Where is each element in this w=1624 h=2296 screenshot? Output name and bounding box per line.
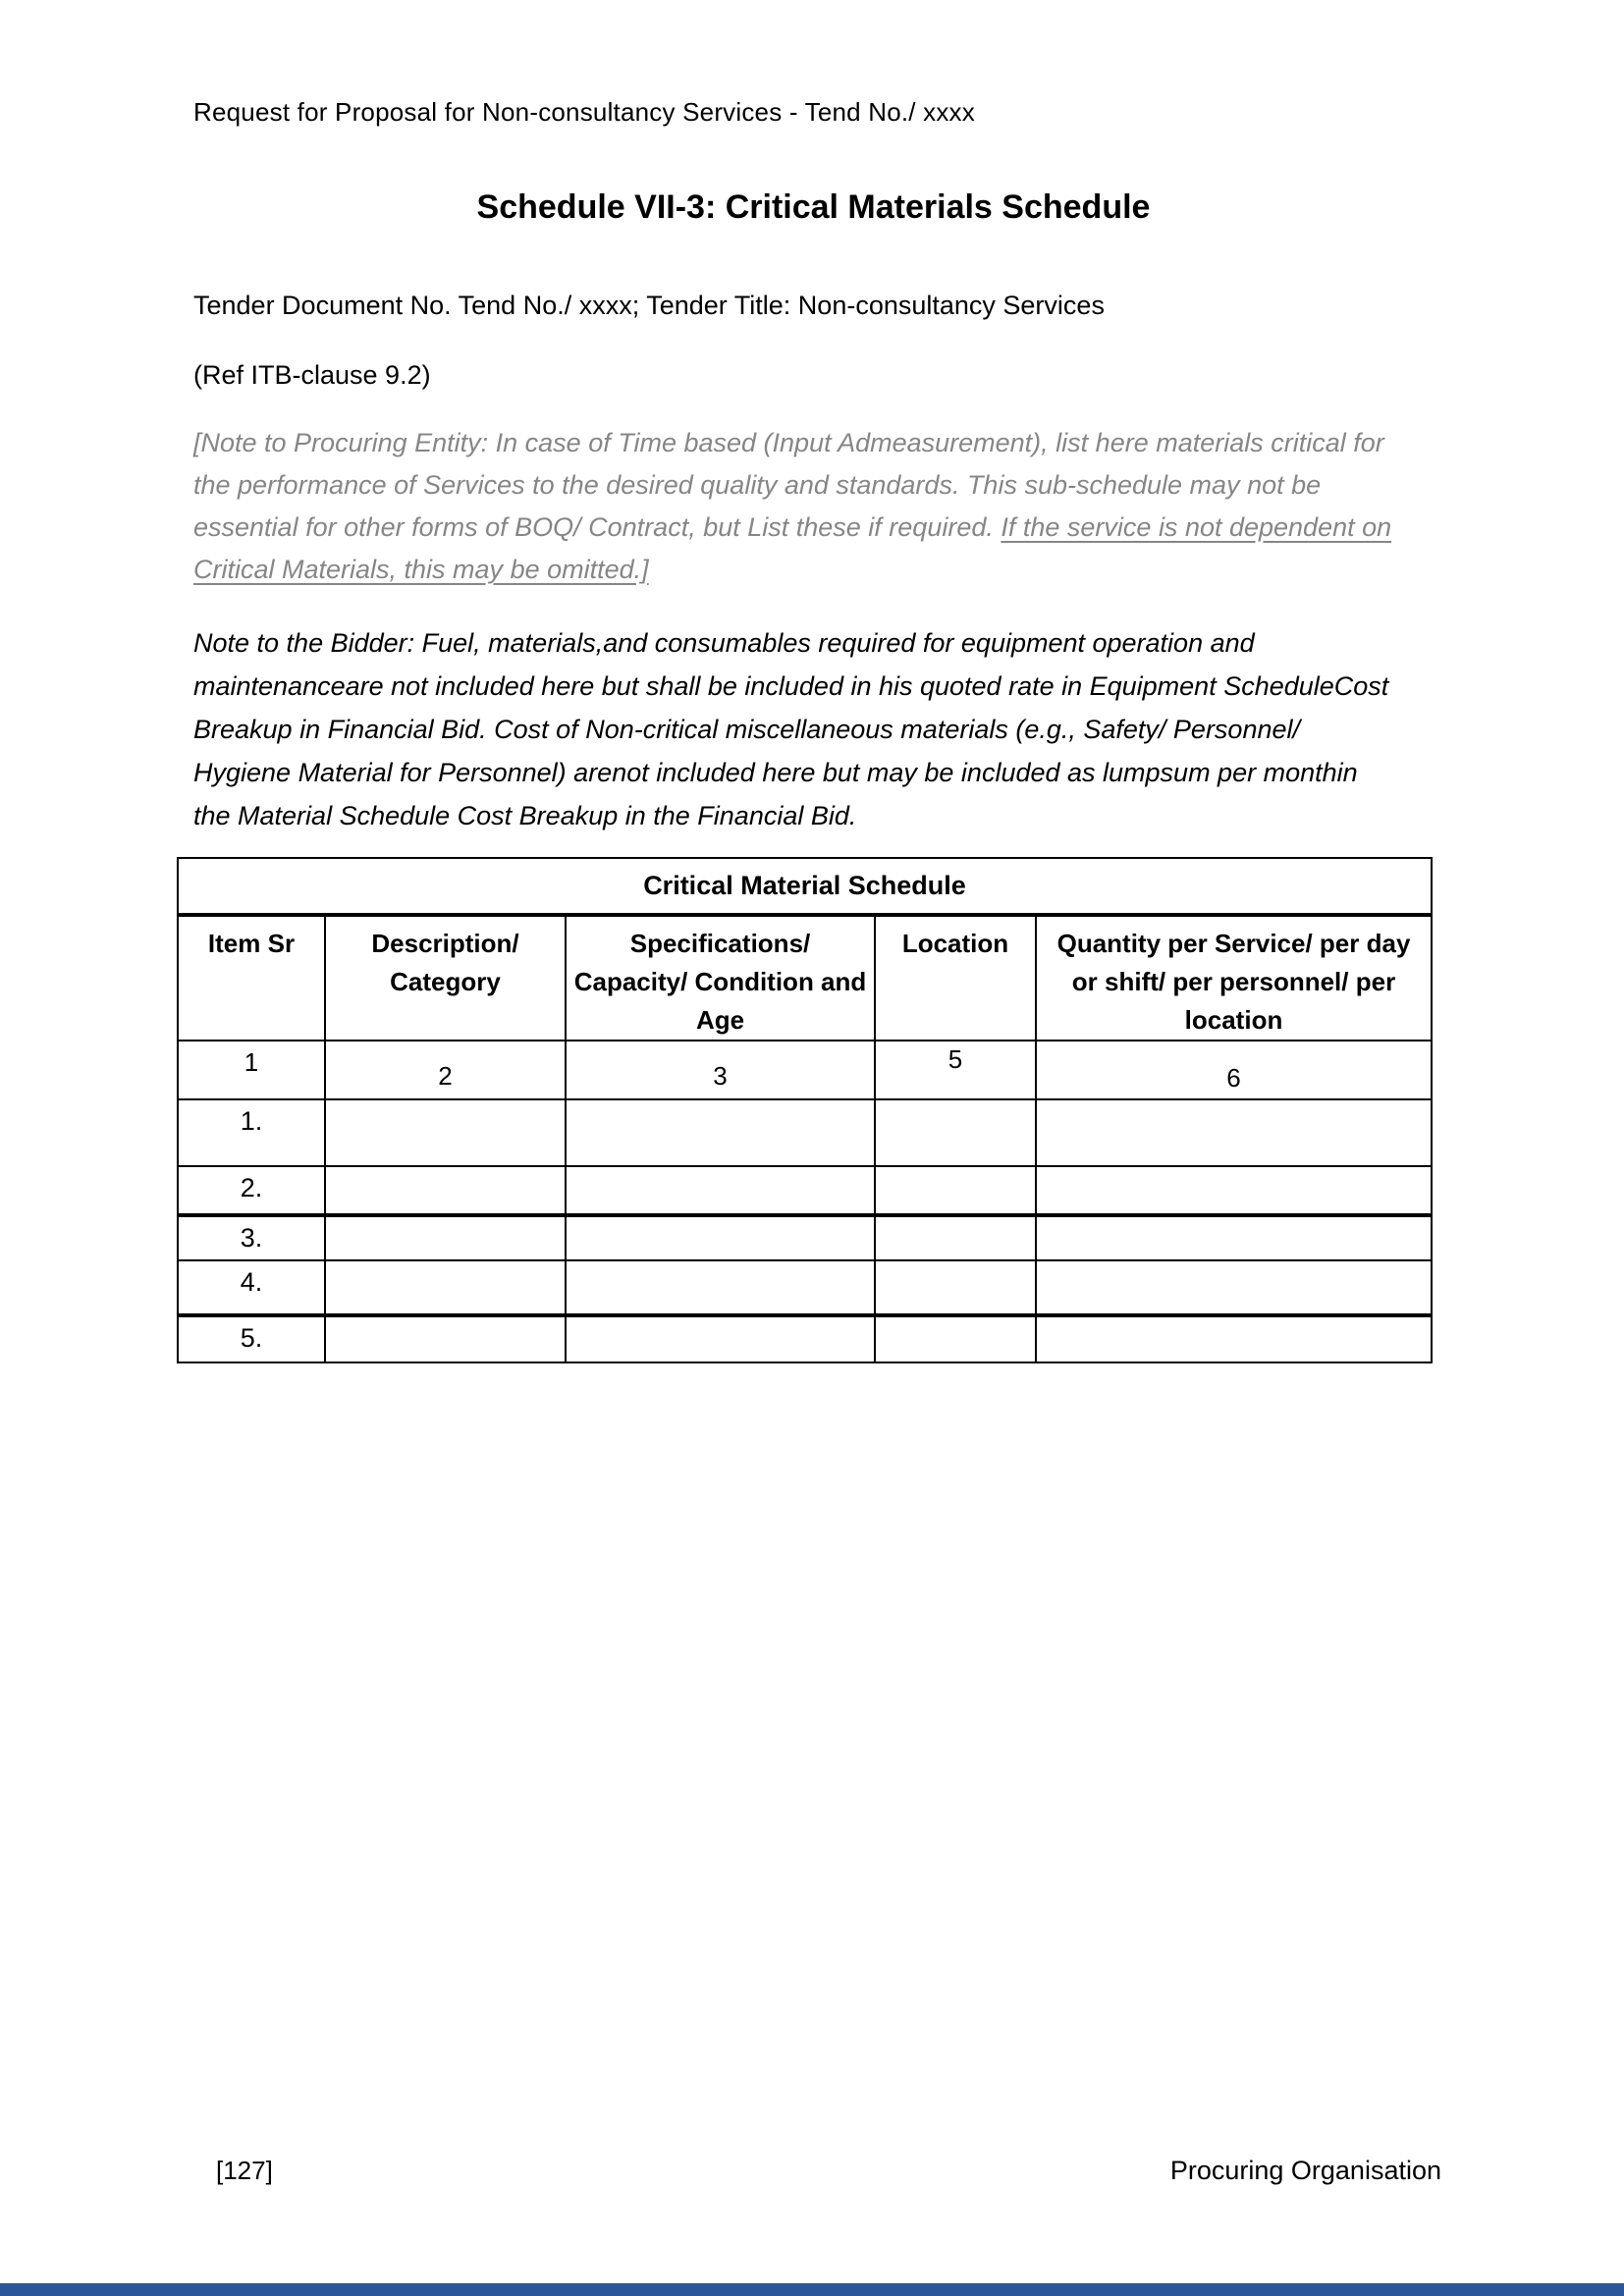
column-header-specifications: Specifications/ Capacity/ Condition and Age <box>566 915 875 1041</box>
column-number-1: 1 <box>178 1041 325 1099</box>
row-quantity-cell <box>1036 1215 1432 1260</box>
note-bidder-line-4: Hygiene Material for Personnel) arenot included here but may be included as lumpsum per monthin <box>193 758 1358 787</box>
note-procuring-line-4-underlined: Critical Materials, this may be omitted.] <box>193 555 649 584</box>
row-specifications-cell <box>566 1260 875 1315</box>
row-location-cell <box>875 1260 1036 1315</box>
column-number-row <box>178 1041 1432 1099</box>
row-location-cell <box>875 1215 1036 1260</box>
table-row <box>178 1166 1432 1215</box>
row-description-cell <box>325 1166 566 1215</box>
row-location-cell <box>875 1315 1036 1362</box>
row-quantity-cell <box>1036 1260 1432 1315</box>
row-sr-cell: 5. <box>178 1315 325 1362</box>
note-procuring-line-2: the performance of Services to the desired quality and standards. This sub-schedule may not be <box>193 470 1322 500</box>
page-title: Schedule VII-3: Critical Materials Schedule <box>476 188 1151 226</box>
critical-material-schedule-table <box>177 857 1433 1363</box>
table-title: Critical Material Schedule <box>178 858 1432 915</box>
bottom-edge-bar <box>0 2283 1624 2296</box>
row-description-cell <box>325 1260 566 1315</box>
row-sr-cell: 1. <box>178 1099 325 1166</box>
row-specifications-cell <box>566 1315 875 1362</box>
row-location-cell <box>875 1099 1036 1166</box>
running-header: Request for Proposal for Non-consultancy Services - Tend No./ xxxx <box>193 97 975 127</box>
table-header-row <box>178 915 1432 1041</box>
note-bidder-line-2: maintenanceare not included here but shall be included in his quoted rate in Equipment ScheduleCost <box>193 671 1389 701</box>
row-quantity-cell <box>1036 1315 1432 1362</box>
note-bidder-line-1: Note to the Bidder: Fuel, materials,and consumables required for equipment operation and <box>193 628 1255 658</box>
footer-organisation: Procuring Organisation <box>1169 2156 1441 2185</box>
note-bidder-line-3: Breakup in Financial Bid. Cost of Non-critical miscellaneous materials (e.g., Safety/ Personnel/ <box>193 715 1300 744</box>
row-description-cell <box>325 1099 566 1166</box>
column-header-quantity: Quantity per Service/ per day or shift/ per personnel/ per location <box>1036 915 1432 1041</box>
note-procuring-line-3 <box>193 507 1470 549</box>
table-row <box>178 1260 1432 1315</box>
row-specifications-cell <box>566 1215 875 1260</box>
note-procuring-line-3-underlined: If the service is not dependent on <box>1001 512 1392 542</box>
table-row <box>178 1215 1432 1260</box>
table-title-row <box>178 858 1432 915</box>
row-description-cell <box>325 1315 566 1362</box>
row-location-cell <box>875 1166 1036 1215</box>
note-procuring-line-4 <box>193 549 1470 591</box>
note-to-procuring-entity <box>193 422 1470 591</box>
column-number-6: 6 <box>1036 1041 1432 1099</box>
column-header-description: Description/ Category <box>325 915 566 1041</box>
row-quantity-cell <box>1036 1166 1432 1215</box>
table-row <box>178 1099 1432 1166</box>
note-to-bidder <box>193 621 1470 837</box>
note-bidder-line-5: the Material Schedule Cost Breakup in the Financial Bid. <box>193 801 857 830</box>
column-header-location: Location <box>875 915 1036 1041</box>
table-row <box>178 1315 1432 1362</box>
column-header-item-sr: Item Sr <box>178 915 325 1041</box>
row-specifications-cell <box>566 1166 875 1215</box>
row-sr-cell: 4. <box>178 1260 325 1315</box>
tender-document-line: Tender Document No. Tend No./ xxxx; Tender Title: Non-consultancy Services <box>193 291 1105 320</box>
column-number-3: 3 <box>566 1041 875 1099</box>
column-number-5: 5 <box>875 1041 1036 1099</box>
column-number-2: 2 <box>325 1041 566 1099</box>
row-sr-cell: 2. <box>178 1166 325 1215</box>
note-procuring-line-3-plain: essential for other forms of BOQ/ Contract, but List these if required. <box>193 512 1001 542</box>
row-sr-cell: 3. <box>178 1215 325 1260</box>
note-procuring-line-1: [Note to Procuring Entity: In case of Time based (Input Admeasurement), list here materials critical for <box>193 428 1384 457</box>
itb-clause-reference: (Ref ITB-clause 9.2) <box>193 360 431 390</box>
row-quantity-cell <box>1036 1099 1432 1166</box>
row-specifications-cell <box>566 1099 875 1166</box>
row-description-cell <box>325 1215 566 1260</box>
footer-page-number: [127] <box>216 2156 273 2185</box>
